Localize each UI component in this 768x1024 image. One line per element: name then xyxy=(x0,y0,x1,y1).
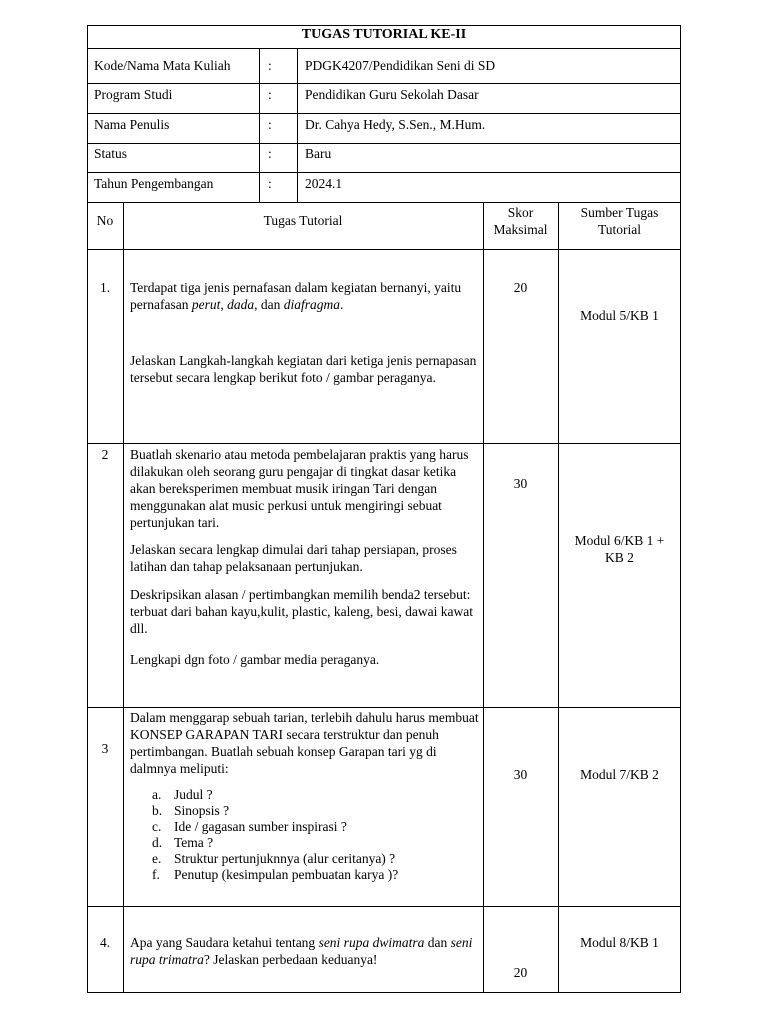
info-value: 2024.1 xyxy=(305,176,343,191)
score-value: 20 xyxy=(513,965,528,980)
info-label: Kode/Nama Mata Kuliah xyxy=(94,58,231,73)
row-divider xyxy=(87,443,681,444)
row-divider xyxy=(87,83,681,84)
header-sumber: Tutorial xyxy=(597,222,641,237)
info-separator: : xyxy=(268,87,272,102)
info-separator: : xyxy=(268,58,272,73)
source-module: Modul 8/KB 1 xyxy=(580,935,659,950)
task-text: Jelaskan Langkah-langkah kegiatan dari ketiga jenis pernapasan tersebut secara lengkap berikut foto / gambar peraganya. xyxy=(130,353,477,385)
row-divider xyxy=(87,172,681,173)
list-item: e. Struktur pertunjuknnya (alur ceritanya) ? xyxy=(152,851,396,866)
row-number: 3 xyxy=(101,741,109,756)
row-divider xyxy=(87,707,681,708)
source-module: Modul 5/KB 1 xyxy=(580,308,659,323)
source-module: KB 2 xyxy=(605,550,634,565)
header-no: No xyxy=(96,213,114,228)
row-divider xyxy=(87,48,681,49)
source-module: Modul 6/KB 1 + xyxy=(574,533,665,548)
info-value: Pendidikan Guru Sekolah Dasar xyxy=(305,87,479,102)
task-text: Apa yang Saudara ketahui tentang seni rupa dwimatra dan seni rupa trimatra? Jelaskan perbedaan keduanya! xyxy=(130,935,473,967)
task-text: Lengkapi dgn foto / gambar media peraganya. xyxy=(130,652,380,667)
row-number: 1. xyxy=(99,280,111,295)
score-value: 30 xyxy=(513,767,528,782)
list-item: f. Penutup (kesimpulan pembuatan karya )? xyxy=(152,867,399,882)
info-label: Tahun Pengembangan xyxy=(94,176,214,191)
info-label: Status xyxy=(94,146,128,161)
page-title: TUGAS TUTORIAL KE-II xyxy=(301,27,467,42)
source-module: Modul 7/KB 2 xyxy=(580,767,659,782)
task-text: Jelaskan secara lengkap dimulai dari tahap persiapan, proses latihan dan tahap pelaksanaan pertunjukan. xyxy=(130,542,457,574)
column-divider xyxy=(297,48,298,202)
info-value: Dr. Cahya Hedy, S.Sen., M.Hum. xyxy=(305,117,486,132)
row-divider xyxy=(87,906,681,907)
header-skor: Skor xyxy=(507,205,534,220)
header-skor: Maksimal xyxy=(493,222,548,237)
task-text: Deskripsikan alasan / pertimbangkan memilih benda2 tersebut: terbuat dari bahan kayu,kulit, plastic, kaleng, besi, dawai kawat dll. xyxy=(130,587,474,636)
header-sumber: Sumber Tugas xyxy=(580,205,659,220)
list-item: d. Tema ? xyxy=(152,835,214,850)
row-number: 4. xyxy=(99,935,111,950)
task-text: Terdapat tiga jenis pernafasan dalam kegiatan bernanyi, yaitu pernafasan perut, dada, dan diafragma. xyxy=(130,280,462,312)
task-text: Buatlah skenario atau metoda pembelajaran praktis yang harus dilakukan oleh seorang guru pengajar di tingkat dasar ketika akan bereksperimen membuat musik iringan Tari dengan menggunakan alat music perkusi untuk mengiringi sebuat pertunjukan tari. xyxy=(130,447,469,530)
info-separator: : xyxy=(268,117,272,132)
score-value: 30 xyxy=(513,476,528,491)
row-divider xyxy=(87,249,681,250)
info-value: Baru xyxy=(305,146,332,161)
list-item: a. Judul ? xyxy=(152,787,213,802)
row-divider xyxy=(87,113,681,114)
task-list xyxy=(152,787,472,883)
header-tugas: Tugas Tutorial xyxy=(263,213,343,228)
list-item: b. Sinopsis ? xyxy=(152,803,230,818)
info-separator: : xyxy=(268,146,272,161)
row-number: 2 xyxy=(101,447,109,462)
info-label: Program Studi xyxy=(94,87,173,102)
column-divider xyxy=(123,202,124,992)
info-value: PDGK4207/Pendidikan Seni di SD xyxy=(305,58,496,73)
row-divider xyxy=(87,143,681,144)
column-divider xyxy=(259,48,260,202)
info-label: Nama Penulis xyxy=(94,117,170,132)
info-separator: : xyxy=(268,176,272,191)
task-text: Dalam menggarap sebuah tarian, terlebih dahulu harus membuat KONSEP GARAPAN TARI secara terstruktur dan penuh pertimbangan. Buatlah sebuah konsep Garapan tari yg di dalmnya meliputi: xyxy=(130,710,479,776)
list-item: c. Ide / gagasan sumber inspirasi ? xyxy=(152,819,347,834)
score-value: 20 xyxy=(513,280,528,295)
column-divider xyxy=(483,202,484,992)
row-divider xyxy=(87,202,681,203)
